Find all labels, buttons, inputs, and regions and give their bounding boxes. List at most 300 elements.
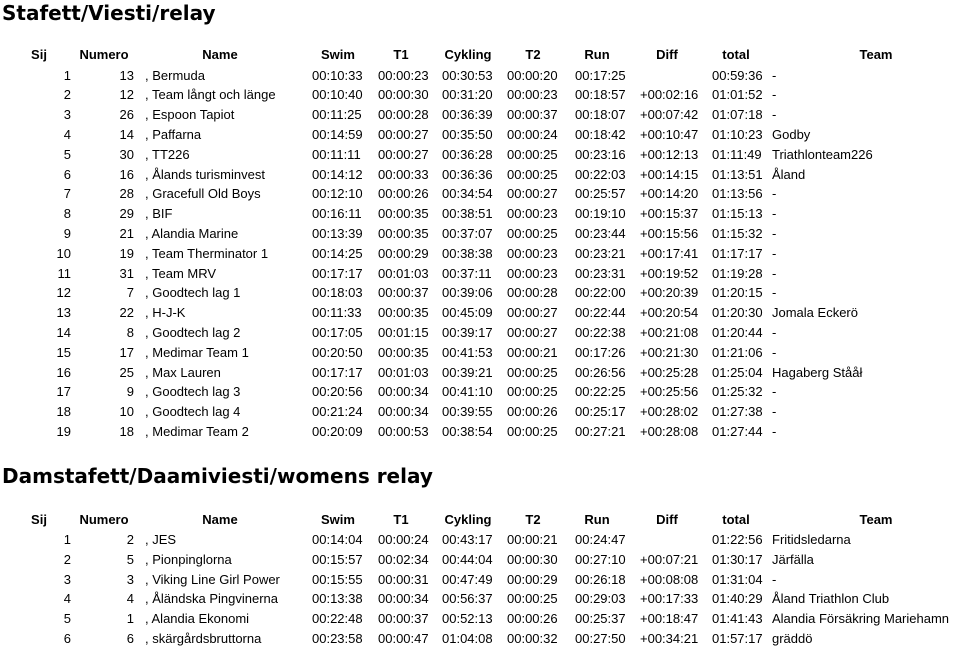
total-cell: 00:59:36 bbox=[712, 67, 763, 83]
run-cell: 00:18:57 bbox=[575, 87, 626, 103]
team-cell: Järfälla bbox=[772, 551, 814, 567]
t1-cell: 00:00:34 bbox=[378, 404, 429, 420]
t1-cell: 00:01:15 bbox=[378, 324, 429, 340]
t1-cell: 00:00:28 bbox=[378, 107, 429, 123]
column-header-diff: Diff bbox=[656, 512, 678, 527]
numero-cell: 5 bbox=[126, 551, 134, 567]
name-cell bbox=[145, 165, 265, 185]
t1-cell: 00:00:26 bbox=[378, 186, 429, 202]
numero-cell: 9 bbox=[126, 384, 134, 400]
sij-cell: 3 bbox=[63, 571, 71, 587]
name-cell bbox=[145, 382, 240, 402]
total-cell: 01:07:18 bbox=[712, 107, 763, 123]
total-cell: 01:21:06 bbox=[712, 344, 763, 360]
team-cell: Åland Triathlon Club bbox=[772, 591, 890, 607]
team-cell: - bbox=[772, 225, 777, 241]
run-cell: 00:19:10 bbox=[575, 206, 626, 222]
t1-cell: 00:00:24 bbox=[378, 532, 429, 547]
table-row bbox=[0, 125, 960, 145]
column-header-name: Name bbox=[202, 512, 238, 527]
name-text: Team Therminator 1 bbox=[152, 245, 269, 261]
diff-cell: +00:14:20 bbox=[640, 186, 699, 202]
name-cell bbox=[145, 303, 185, 323]
column-header-run: Run bbox=[584, 512, 610, 527]
numero-cell: 7 bbox=[126, 285, 134, 301]
name-cell bbox=[145, 145, 190, 165]
column-header-swim: Swim bbox=[321, 512, 355, 527]
diff-cell: +00:34:21 bbox=[640, 631, 699, 646]
cykling-cell: 00:39:06 bbox=[442, 285, 493, 301]
team-cell: - bbox=[772, 571, 777, 587]
t2-cell: 00:00:32 bbox=[507, 631, 558, 646]
table-row bbox=[0, 224, 960, 244]
numero-cell: 22 bbox=[119, 305, 134, 321]
team-cell: - bbox=[772, 265, 777, 281]
numero-cell: 29 bbox=[119, 206, 134, 222]
cykling-cell: 00:36:28 bbox=[442, 146, 493, 162]
t1-cell: 00:00:47 bbox=[378, 631, 429, 646]
total-cell: 01:22:56 bbox=[712, 532, 763, 547]
cykling-cell: 00:52:13 bbox=[442, 611, 493, 627]
t2-cell: 00:00:26 bbox=[507, 611, 558, 627]
table-row bbox=[0, 283, 960, 303]
cykling-cell: 00:36:39 bbox=[442, 107, 493, 123]
name-text: Ålands turisminvest bbox=[152, 166, 265, 182]
team-cell: Triathlonteam226 bbox=[772, 146, 873, 162]
name-separator: , bbox=[145, 126, 153, 142]
total-cell: 01:40:29 bbox=[712, 591, 763, 607]
run-cell: 00:23:44 bbox=[575, 225, 626, 241]
team-cell: - bbox=[772, 67, 777, 83]
name-cell bbox=[145, 323, 240, 343]
numero-cell: 2 bbox=[126, 532, 134, 547]
run-cell: 00:17:25 bbox=[575, 67, 626, 83]
table-row bbox=[0, 343, 960, 363]
total-cell: 01:25:04 bbox=[712, 364, 763, 380]
team-cell: Hagaberg Stååł bbox=[772, 364, 863, 380]
run-cell: 00:27:21 bbox=[575, 423, 626, 439]
name-separator: , bbox=[145, 532, 153, 547]
table-row bbox=[0, 264, 960, 284]
relay-header-row bbox=[0, 45, 960, 65]
swim-cell: 00:10:40 bbox=[312, 87, 363, 103]
name-separator: , bbox=[145, 324, 153, 340]
t2-cell: 00:00:25 bbox=[507, 166, 558, 182]
team-cell: Jomala Eckerö bbox=[772, 305, 858, 321]
column-header-name: Name bbox=[202, 47, 238, 62]
numero-cell: 21 bbox=[119, 225, 134, 241]
table-row bbox=[0, 609, 960, 629]
run-cell: 00:25:57 bbox=[575, 186, 626, 202]
t2-cell: 00:00:26 bbox=[507, 404, 558, 420]
column-header-t2: T2 bbox=[525, 47, 541, 62]
numero-cell: 14 bbox=[119, 126, 134, 142]
run-cell: 00:27:10 bbox=[575, 551, 626, 567]
numero-cell: 1 bbox=[126, 611, 134, 627]
name-separator: , bbox=[145, 571, 153, 587]
name-cell bbox=[145, 609, 249, 629]
numero-cell: 12 bbox=[119, 87, 134, 103]
name-separator: , bbox=[145, 146, 152, 162]
team-cell: Fritidsledarna bbox=[772, 532, 851, 547]
run-cell: 00:24:47 bbox=[575, 532, 626, 547]
team-cell: Alandia Försäkring Mariehamn bbox=[772, 611, 950, 627]
table-row bbox=[0, 363, 960, 383]
t2-cell: 00:00:30 bbox=[507, 551, 558, 567]
name-text: Medimar Team 1 bbox=[152, 344, 249, 360]
name-separator: , bbox=[145, 186, 153, 202]
sij-cell: 6 bbox=[63, 631, 71, 646]
swim-cell: 00:17:05 bbox=[312, 324, 363, 340]
sij-cell: 10 bbox=[56, 245, 71, 261]
t2-cell: 00:00:21 bbox=[507, 532, 558, 547]
table-row bbox=[0, 323, 960, 343]
run-cell: 00:26:18 bbox=[575, 571, 626, 587]
swim-cell: 00:11:33 bbox=[312, 305, 362, 321]
diff-cell: +00:14:15 bbox=[640, 166, 699, 182]
t2-cell: 00:00:23 bbox=[507, 87, 558, 103]
swim-cell: 00:11:11 bbox=[312, 146, 361, 162]
cykling-cell: 00:37:07 bbox=[442, 225, 493, 241]
t2-cell: 00:00:25 bbox=[507, 591, 558, 607]
sij-cell: 8 bbox=[63, 206, 71, 222]
swim-cell: 00:17:17 bbox=[312, 364, 363, 380]
t1-cell: 00:00:31 bbox=[378, 571, 429, 587]
name-text: Bermuda bbox=[152, 67, 205, 83]
name-text: Team MRV bbox=[152, 265, 217, 281]
run-cell: 00:22:03 bbox=[575, 166, 626, 182]
cykling-cell: 00:37:11 bbox=[442, 265, 492, 281]
sij-cell: 4 bbox=[63, 126, 71, 142]
column-header-total: total bbox=[722, 512, 750, 527]
name-cell bbox=[145, 66, 205, 86]
column-header-sij: Sij bbox=[31, 512, 47, 527]
name-cell bbox=[145, 343, 249, 363]
run-cell: 00:22:25 bbox=[575, 384, 626, 400]
column-header-t1: T1 bbox=[393, 512, 409, 527]
team-cell: - bbox=[772, 384, 777, 400]
name-cell bbox=[145, 422, 249, 442]
column-header-sij: Sij bbox=[31, 47, 47, 62]
run-cell: 00:23:16 bbox=[575, 146, 626, 162]
total-cell: 01:13:56 bbox=[712, 186, 763, 202]
name-text: Goodtech lag 2 bbox=[152, 324, 241, 340]
name-separator: , bbox=[145, 551, 153, 567]
swim-cell: 00:20:09 bbox=[312, 423, 363, 439]
total-cell: 01:30:17 bbox=[712, 551, 763, 567]
column-header-t1: T1 bbox=[393, 47, 409, 62]
team-cell: - bbox=[772, 423, 777, 439]
table-row bbox=[0, 550, 960, 570]
column-header-numero: Numero bbox=[79, 47, 129, 62]
total-cell: 01:27:44 bbox=[712, 423, 763, 439]
total-cell: 01:13:51 bbox=[712, 166, 763, 182]
t2-cell: 00:00:25 bbox=[507, 364, 558, 380]
t1-cell: 00:02:34 bbox=[378, 551, 429, 567]
swim-cell: 00:16:11 bbox=[312, 206, 362, 222]
sij-cell: 11 bbox=[57, 265, 71, 281]
table-row bbox=[0, 165, 960, 185]
name-separator: , bbox=[145, 384, 153, 400]
column-header-t2: T2 bbox=[525, 512, 541, 527]
cykling-cell: 00:45:09 bbox=[442, 305, 493, 321]
name-text: Alandia Ekonomi bbox=[151, 611, 250, 627]
swim-cell: 00:13:38 bbox=[312, 591, 363, 607]
swim-cell: 00:21:24 bbox=[312, 404, 363, 420]
name-text: Viking Line Girl Power bbox=[152, 571, 280, 587]
name-separator: , bbox=[145, 107, 153, 123]
t1-cell: 00:01:03 bbox=[378, 265, 429, 281]
sij-cell: 12 bbox=[56, 285, 71, 301]
cykling-cell: 00:34:54 bbox=[442, 186, 493, 202]
diff-cell: +00:25:28 bbox=[640, 364, 699, 380]
name-cell bbox=[145, 402, 240, 422]
total-cell: 01:25:32 bbox=[712, 384, 763, 400]
t1-cell: 00:00:34 bbox=[378, 591, 429, 607]
name-separator: , bbox=[145, 423, 153, 439]
run-cell: 00:23:31 bbox=[575, 265, 626, 281]
womens-relay-title: Damstafett/Daamiviesti/womens relay bbox=[2, 464, 433, 488]
column-header-total: total bbox=[722, 47, 750, 62]
sij-cell: 19 bbox=[56, 423, 71, 439]
sij-cell: 5 bbox=[63, 146, 71, 162]
column-header-team: Team bbox=[859, 47, 893, 62]
cykling-cell: 01:04:08 bbox=[442, 631, 493, 646]
run-cell: 00:18:42 bbox=[575, 126, 626, 142]
table-row bbox=[0, 66, 960, 86]
name-cell bbox=[145, 589, 278, 609]
run-cell: 00:25:37 bbox=[575, 611, 626, 627]
team-cell: - bbox=[772, 324, 777, 340]
swim-cell: 00:14:12 bbox=[312, 166, 363, 182]
team-cell: Godby bbox=[772, 126, 811, 142]
table-row bbox=[0, 204, 960, 224]
t1-cell: 00:00:53 bbox=[378, 423, 429, 439]
t1-cell: 00:00:35 bbox=[378, 305, 429, 321]
diff-cell: +00:17:33 bbox=[640, 591, 699, 607]
column-header-diff: Diff bbox=[656, 47, 678, 62]
cykling-cell: 00:44:04 bbox=[442, 551, 493, 567]
swim-cell: 00:10:33 bbox=[312, 67, 363, 83]
t1-cell: 00:00:35 bbox=[378, 206, 429, 222]
total-cell: 01:20:30 bbox=[712, 305, 763, 321]
relay-title: Stafett/Viesti/relay bbox=[2, 1, 216, 25]
name-separator: , bbox=[145, 67, 153, 83]
t2-cell: 00:00:27 bbox=[507, 305, 558, 321]
swim-cell: 00:20:50 bbox=[312, 344, 363, 360]
t2-cell: 00:00:21 bbox=[507, 344, 558, 360]
name-separator: , bbox=[145, 305, 153, 321]
cykling-cell: 00:31:20 bbox=[442, 87, 493, 103]
name-cell bbox=[145, 244, 268, 264]
sij-cell: 13 bbox=[56, 305, 71, 321]
t1-cell: 00:00:37 bbox=[378, 285, 429, 301]
swim-cell: 00:20:56 bbox=[312, 384, 363, 400]
womens-header-row bbox=[0, 510, 960, 530]
sij-cell: 15 bbox=[56, 344, 71, 360]
t1-cell: 00:00:34 bbox=[378, 384, 429, 400]
cykling-cell: 00:41:53 bbox=[442, 344, 493, 360]
numero-cell: 6 bbox=[126, 631, 134, 646]
numero-cell: 25 bbox=[119, 364, 134, 380]
diff-cell: +00:28:02 bbox=[640, 404, 699, 420]
name-separator: , bbox=[145, 245, 152, 261]
name-cell bbox=[145, 629, 261, 649]
swim-cell: 00:15:57 bbox=[312, 551, 363, 567]
column-header-cykling: Cykling bbox=[444, 512, 492, 527]
total-cell: 01:11:49 bbox=[712, 146, 762, 162]
name-separator: , bbox=[145, 225, 152, 241]
name-text: Espoon Tapiot bbox=[152, 107, 235, 123]
name-separator: , bbox=[145, 285, 153, 301]
numero-cell: 28 bbox=[119, 186, 134, 202]
diff-cell: +00:02:16 bbox=[640, 87, 699, 103]
diff-cell: +00:28:08 bbox=[640, 423, 699, 439]
cykling-cell: 00:30:53 bbox=[442, 67, 493, 83]
cykling-cell: 00:39:17 bbox=[442, 324, 493, 340]
swim-cell: 00:23:58 bbox=[312, 631, 363, 646]
name-cell bbox=[145, 204, 172, 224]
total-cell: 01:57:17 bbox=[712, 631, 763, 646]
total-cell: 01:15:13 bbox=[712, 206, 763, 222]
t1-cell: 00:00:27 bbox=[378, 146, 429, 162]
total-cell: 01:19:28 bbox=[712, 265, 763, 281]
total-cell: 01:27:38 bbox=[712, 404, 763, 420]
swim-cell: 00:12:10 bbox=[312, 186, 363, 202]
diff-cell: +00:15:37 bbox=[640, 206, 699, 222]
table-row bbox=[0, 629, 960, 649]
name-separator: , bbox=[145, 265, 152, 281]
team-cell: - bbox=[772, 344, 777, 360]
total-cell: 01:20:44 bbox=[712, 324, 763, 340]
t2-cell: 00:00:29 bbox=[507, 571, 558, 587]
name-text: Paffarna bbox=[152, 126, 202, 142]
sij-cell: 9 bbox=[63, 225, 71, 241]
t1-cell: 00:00:29 bbox=[378, 245, 429, 261]
t2-cell: 00:00:25 bbox=[507, 384, 558, 400]
sij-cell: 4 bbox=[63, 591, 71, 607]
team-cell: - bbox=[772, 245, 777, 261]
swim-cell: 00:11:25 bbox=[312, 107, 362, 123]
name-cell bbox=[145, 105, 234, 125]
name-text: Max Lauren bbox=[152, 364, 221, 380]
table-row bbox=[0, 145, 960, 165]
t2-cell: 00:00:25 bbox=[507, 423, 558, 439]
name-cell bbox=[145, 283, 240, 303]
t1-cell: 00:00:27 bbox=[378, 126, 429, 142]
diff-cell: +00:12:13 bbox=[640, 146, 699, 162]
diff-cell: +00:07:21 bbox=[640, 551, 699, 567]
total-cell: 01:17:17 bbox=[712, 245, 763, 261]
table-row bbox=[0, 422, 960, 442]
t1-cell: 00:00:35 bbox=[378, 225, 429, 241]
total-cell: 01:10:23 bbox=[712, 126, 763, 142]
numero-cell: 4 bbox=[126, 591, 134, 607]
t1-cell: 00:00:23 bbox=[378, 67, 429, 83]
diff-cell: +00:17:41 bbox=[640, 245, 699, 261]
t2-cell: 00:00:37 bbox=[507, 107, 558, 123]
name-text: Goodtech lag 4 bbox=[152, 404, 241, 420]
run-cell: 00:18:07 bbox=[575, 107, 626, 123]
t2-cell: 00:00:28 bbox=[507, 285, 558, 301]
diff-cell: +00:19:52 bbox=[640, 265, 699, 281]
name-separator: , bbox=[145, 631, 153, 646]
diff-cell: +00:21:30 bbox=[640, 344, 699, 360]
column-header-numero: Numero bbox=[79, 512, 129, 527]
t2-cell: 00:00:27 bbox=[507, 186, 558, 202]
name-text: TT226 bbox=[152, 146, 190, 162]
name-text: Goodtech lag 3 bbox=[152, 384, 241, 400]
swim-cell: 00:17:17 bbox=[312, 265, 363, 281]
sij-cell: 17 bbox=[56, 384, 71, 400]
table-row bbox=[0, 589, 960, 609]
numero-cell: 18 bbox=[119, 423, 134, 439]
sij-cell: 2 bbox=[63, 551, 71, 567]
sij-cell: 6 bbox=[63, 166, 71, 182]
team-cell: - bbox=[772, 87, 777, 103]
cykling-cell: 00:38:51 bbox=[442, 206, 493, 222]
cykling-cell: 00:39:55 bbox=[442, 404, 493, 420]
team-cell: gräddö bbox=[772, 631, 813, 646]
sij-cell: 2 bbox=[63, 87, 71, 103]
diff-cell: +00:07:42 bbox=[640, 107, 699, 123]
team-cell: - bbox=[772, 285, 777, 301]
numero-cell: 26 bbox=[119, 107, 134, 123]
cykling-cell: 00:39:21 bbox=[442, 364, 493, 380]
t2-cell: 00:00:23 bbox=[507, 265, 558, 281]
cykling-cell: 00:41:10 bbox=[442, 384, 493, 400]
name-text: skärgårdsbruttorna bbox=[152, 631, 262, 646]
t2-cell: 00:00:23 bbox=[507, 206, 558, 222]
total-cell: 01:15:32 bbox=[712, 225, 763, 241]
name-separator: , bbox=[145, 344, 153, 360]
column-header-cykling: Cykling bbox=[444, 47, 492, 62]
name-text: Team långt och länge bbox=[152, 87, 276, 103]
table-row bbox=[0, 570, 960, 590]
team-cell: - bbox=[772, 206, 777, 222]
name-cell bbox=[145, 550, 232, 570]
t2-cell: 00:00:24 bbox=[507, 126, 558, 142]
numero-cell: 17 bbox=[119, 344, 134, 360]
total-cell: 01:41:43 bbox=[712, 611, 763, 627]
table-row bbox=[0, 303, 960, 323]
diff-cell: +00:10:47 bbox=[640, 126, 699, 142]
table-row bbox=[0, 402, 960, 422]
run-cell: 00:25:17 bbox=[575, 404, 626, 420]
name-cell bbox=[145, 570, 280, 590]
name-text: BIF bbox=[152, 206, 173, 222]
sij-cell: 7 bbox=[63, 186, 71, 202]
diff-cell: +00:21:08 bbox=[640, 324, 699, 340]
numero-cell: 10 bbox=[119, 404, 134, 420]
diff-cell: +00:15:56 bbox=[640, 225, 699, 241]
sij-cell: 14 bbox=[56, 324, 71, 340]
sij-cell: 18 bbox=[56, 404, 71, 420]
name-text: JES bbox=[152, 532, 177, 547]
name-separator: , bbox=[145, 611, 152, 627]
sij-cell: 3 bbox=[63, 107, 71, 123]
swim-cell: 00:18:03 bbox=[312, 285, 363, 301]
t1-cell: 00:00:33 bbox=[378, 166, 429, 182]
name-text: Gracefull Old Boys bbox=[152, 186, 261, 202]
name-cell bbox=[145, 224, 238, 244]
swim-cell: 00:14:59 bbox=[312, 126, 363, 142]
table-row bbox=[0, 184, 960, 204]
numero-cell: 8 bbox=[126, 324, 134, 340]
t2-cell: 00:00:25 bbox=[507, 225, 558, 241]
table-row bbox=[0, 85, 960, 105]
run-cell: 00:22:38 bbox=[575, 324, 626, 340]
